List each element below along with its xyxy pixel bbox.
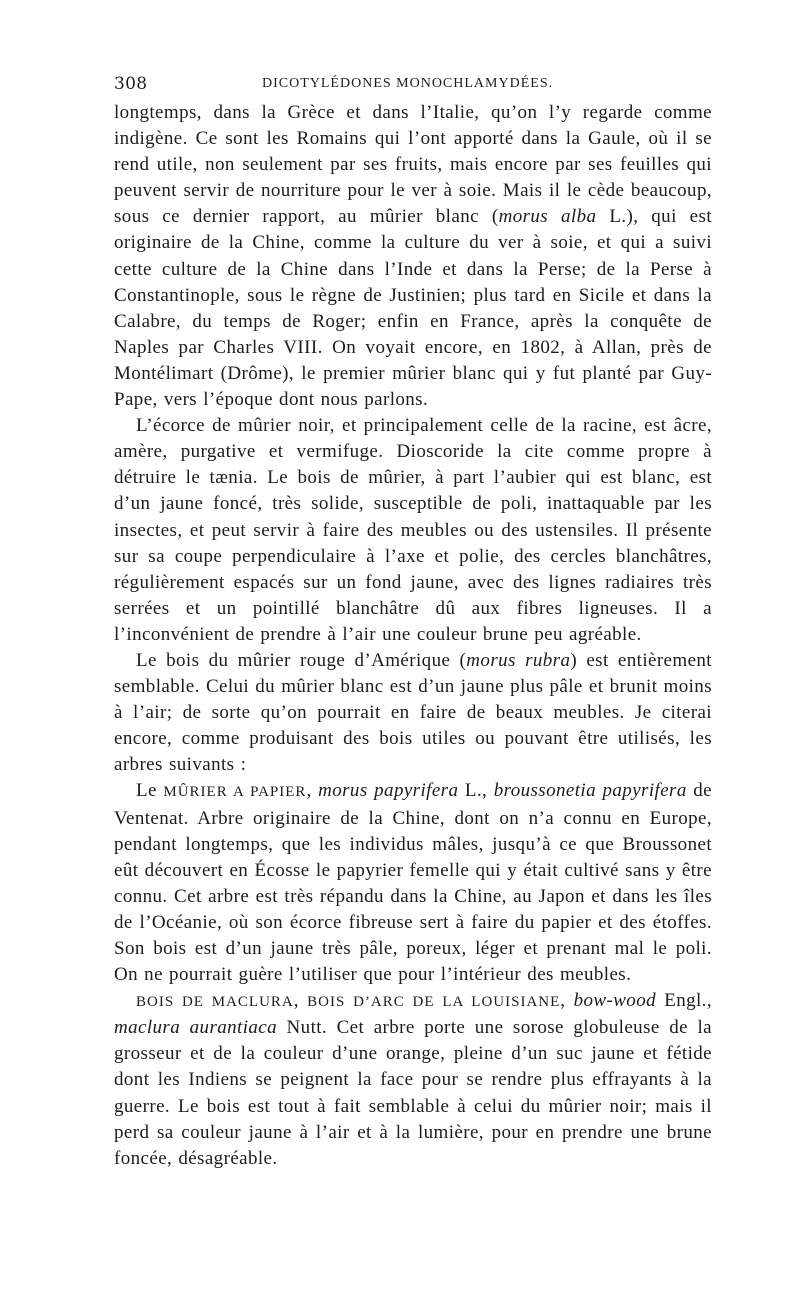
latin-name: morus papyrifera xyxy=(318,780,459,802)
text-run: L.), qui est originaire de la Chine, comme la culture du ver à soie, et qui a suivi cette culture de la Chine dans l’Inde et dans la Perse; de la Perse à Constantinople, sous le règne de Justinien; plus tard en Sicile et dans la Calabre, du temps de Roger; enfin en France, après la conquête de Naples par Charles VIII. On voyait encore, en 1802, à Allan, près de Montélimart (Drôme), le premier mûrier blanc qui y fut planté par Guy-Pape, vers l’époque dont nous parlons. xyxy=(114,206,712,411)
latin-name: maclura aurantiaca xyxy=(114,1017,278,1039)
text-run: ) est entièrement semblable. Celui du mûrier blanc est d’un jaune plus pâle et brunit moins à l’air; de sorte qu’on pourrait en faire de beaux meubles. Je citerai encore, comme produisant des bois utiles ou pouvant être utilisés, les arbres suivants : xyxy=(114,649,712,776)
page-number: 308 xyxy=(114,74,148,94)
paragraph-ecorce: L’écorce de mûrier noir, et principalement celle de la racine, est âcre, amère, purgative et vermifuge. Dioscoride la cite comme propre à détruire le tænia. Le bois de mûrier, à part l’aubier qui est blanc, est d’un jaune foncé, très solide, susceptible de poli, inattaquable par les insectes, et peut servir à faire des meubles ou des ustensiles. Il présente sur sa coupe perpendiculaire à l’axe et polie, des cercles blanchâtres, régulièrement espacés sur un fond jaune, avec des lignes radiaires très serrées et un pointillé blanchâtre dû aux fibres ligneuses. Il a l’inconvénient de prendre à l’air une couleur brune peu agréable. xyxy=(114,415,712,645)
book-page xyxy=(114,68,712,1248)
latin-name: morus alba xyxy=(498,206,597,228)
running-title: DICOTYLÉDONES MONOCHLAMYDÉES. xyxy=(262,76,554,91)
text-run: , xyxy=(560,990,574,1012)
english-name: bow-wood xyxy=(573,990,656,1012)
text-run: Le xyxy=(136,780,164,802)
text-run: , xyxy=(293,990,308,1012)
paragraph-murier-rouge xyxy=(114,648,712,778)
body-text xyxy=(114,100,712,1172)
text-run: longtemps, dans la Grèce et dans l’Italie, qu’on l’y regarde comme indigène. Ce sont les Romains qui l’ont apporté dans la Gaule, où il se rend utile, non seulement par ses fruits, mais encore par ses feuilles qui peuvent servir de nourriture pour le ver à soie. Mais il le cède beaucoup, sous ce dernier rapport, au mûrier blanc ( xyxy=(114,102,712,228)
small-caps-heading: BOIS DE MACLURA xyxy=(136,994,294,1011)
paragraph-murier-papier xyxy=(114,778,712,988)
text-run: de Ventenat. Arbre originaire de la Chine, dont on n’a connu en Europe, pendant longtemps, que les individus mâles, jusqu’à ce que Broussonet eût découvert en Écosse le papyrier femelle qui y était cultivé sans y être connu. Cet arbre est très répandu dans la Chine, au Japon et dans les îles de l’Océanie, où son écorce fibreuse sert à faire du papier et des étoffes. Son bois est d’un jaune très pâle, poreux, léger et prenant mal le poli. On ne pourrait guère l’utiliser que pour l’intérieur des meubles. xyxy=(114,780,712,986)
latin-name: morus rubra xyxy=(466,649,571,671)
small-caps-heading: BOIS D’ARC DE LA LOUISIANE xyxy=(307,994,561,1011)
text-run: Engl., xyxy=(656,990,712,1012)
text-run: Le bois du mûrier rouge d’Amérique ( xyxy=(136,649,467,671)
latin-name: broussonetia papyrifera xyxy=(493,780,687,802)
text-run: , xyxy=(306,780,319,802)
paragraph-murier-history xyxy=(114,100,712,413)
paragraph-maclura xyxy=(114,988,712,1172)
text-run: Nutt. Cet arbre porte une sorose globuleuse de la grosseur et de la couleur d’une orange, pleine d’un suc jaune et fétide dont les Indiens se peignent la face pour se rendre plus effrayants à la guerre. Le bois est tout à fait semblable à celui du mûrier noir; mais il perd sa couleur jaune à l’air et à la lumière, pour en prendre une brune foncée, désagréable. xyxy=(114,1017,712,1169)
small-caps-heading: MÛRIER A PAPIER xyxy=(163,784,307,801)
text-run: L., xyxy=(458,780,494,802)
running-head xyxy=(114,68,712,98)
